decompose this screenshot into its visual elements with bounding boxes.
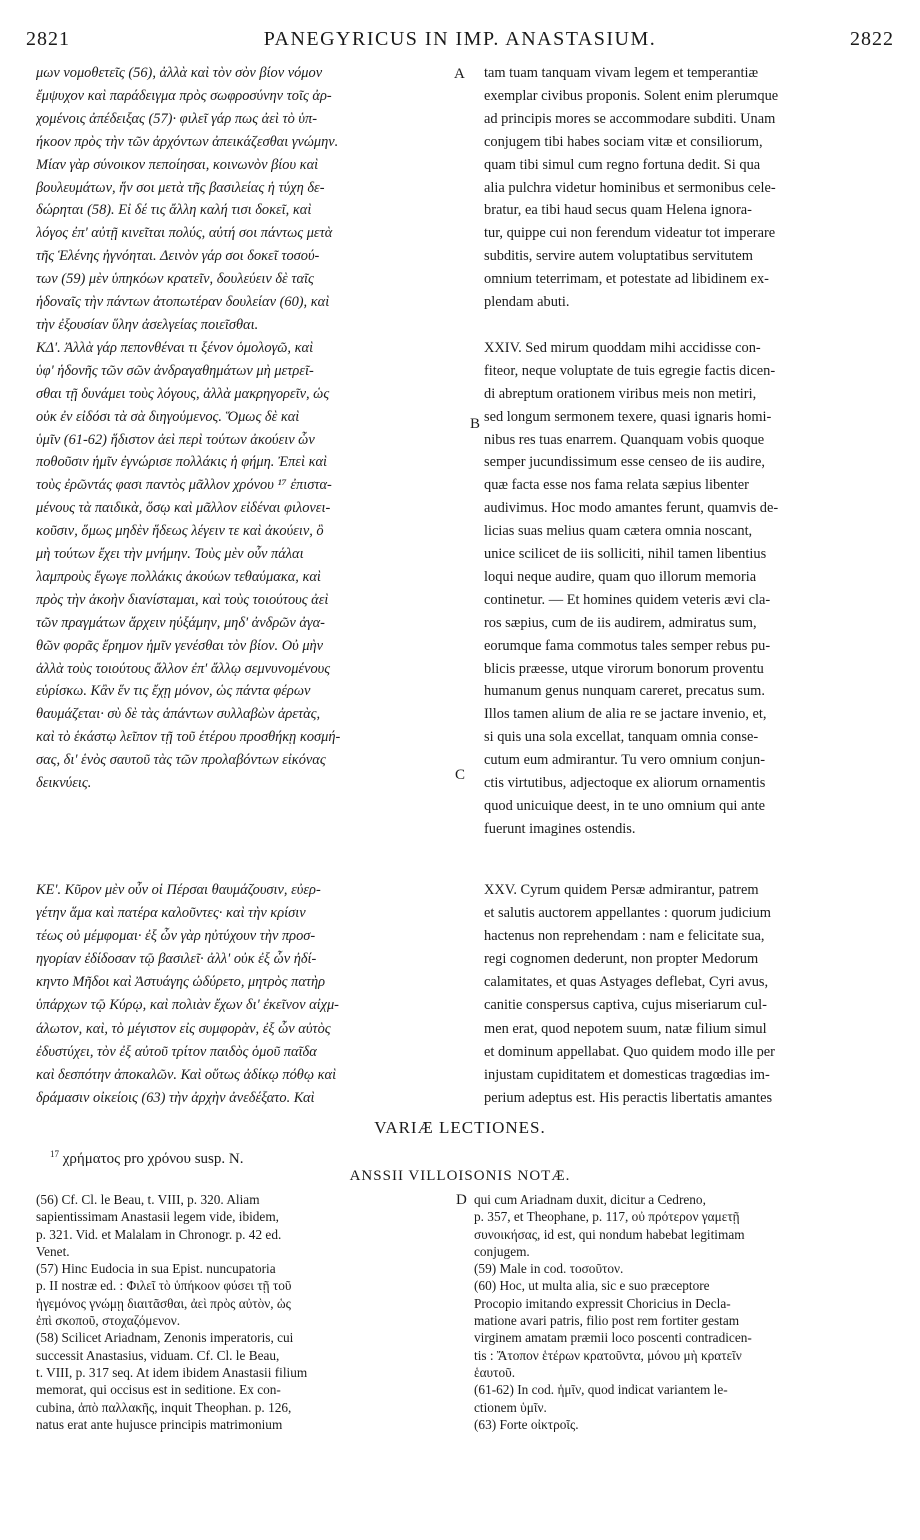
- greek-text-line: των (59) μὲν ὑπηκόων κρατεῖν, δουλεύειν δὲ ταῖς: [36, 271, 314, 288]
- greek-text-line: δώρηται (58). Εἰ δέ τις ἄλλη καλή τισι δοκεῖ, καὶ: [36, 202, 312, 219]
- latin-text-line: hactenus non reprehendam : nam e felicitate sua,: [484, 928, 765, 945]
- right-page-number: 2822: [850, 28, 894, 50]
- note-line: p. II nostræ ed. : Φιλεῖ τὸ ὑπήκοον φύσει τῇ τοῦ: [36, 1278, 292, 1294]
- greek-text-line: ποθοῦσιν ἡμῖν ἐγνώρισε πολλάκις ἡ φήμη. Ἐπεὶ καὶ: [36, 454, 328, 471]
- latin-column-bottom: [484, 879, 894, 1110]
- latin-text-line: Illos tamen alium de alia re se jactare invenio, et,: [484, 706, 767, 723]
- greek-text-line: τοὺς ἐρῶντάς φασι παντὸς μᾶλλον χρόνου ¹⁷ ἐπιστα-: [36, 477, 332, 494]
- greek-text-line: ὑφ' ἡδονῆς τῶν σῶν ἀνδραγαθημάτων μὴ μετρεῖ-: [36, 362, 314, 379]
- greek-text-line: ἐδυστύχει, τὸν ἐξ αὐτοῦ τρίτον παιδὸς ὁμοῦ παῖδα: [36, 1043, 317, 1060]
- note-line: (58) Scilicet Ariadnam, Zenonis imperatoris, cui: [36, 1330, 294, 1346]
- latin-text-line: audivimus. Hoc modo amantes ferunt, quamvis de-: [484, 500, 779, 517]
- latin-text-line: ros sæpius, cum de iis audirem, admiratus sum,: [484, 614, 757, 631]
- latin-text-line: men erat, quod nepotem suum, natæ filium simul: [484, 1020, 767, 1037]
- latin-text-line: canitie conspersus captiva, cujus miseriarum cul-: [484, 997, 767, 1014]
- greek-text-line: θαυμάζεται· σὺ δὲ τὰς ἁπάντων συλλαβὼν ἀρετὰς,: [36, 706, 321, 723]
- margin-letter-b: B: [470, 416, 481, 432]
- latin-text-line: semper jucundissimum esse censeo de iis audire,: [484, 454, 765, 471]
- greek-text-line: σθαι τῇ δυνάμει τοὺς λόγους, ἀλλὰ μακρηγορεῖν, ὡς: [36, 385, 330, 402]
- latin-text-line: [484, 314, 894, 337]
- greek-text-line: δεικνύεις.: [36, 775, 92, 792]
- latin-text-line: XXIV. Sed mirum quoddam mihi accidisse con-: [484, 339, 761, 356]
- latin-text-line: sed longum sermonem texere, quasi ignaris homi-: [484, 408, 772, 425]
- latin-text-line: calamitates, et quas Astyages deflebat, Cyri avus,: [484, 974, 769, 991]
- greek-text-line: κηντο Μῆδοι καὶ Ἀστυάγης ὠδύρετο, μητρὸς πατὴρ: [36, 974, 326, 991]
- greek-text-line: καὶ τὸ ἑκάστῳ λεῖπον τῇ τοῦ ἑτέρου προσθήκῃ κοσμή-: [36, 729, 341, 746]
- greek-text-line: άλωτον, καὶ, τὸ μέγιστον εἰς συμφορὰν, ἐξ ὧν αὐτὸς: [36, 1020, 331, 1037]
- greek-text-line: τὴν ἐξουσίαν ὕλην ἀσελγείας ποιεῖσθαι.: [36, 316, 259, 333]
- latin-text-line: et dominum appellabat. Quo quidem modo ille per: [484, 1043, 775, 1060]
- greek-text-line: ἀλλὰ τοὺς τοιούτους ἄλλον ἐπ' ἄλλῳ σεμνυνομένους: [36, 660, 331, 677]
- latin-text-line: tam tuam tanquam vivam legem et temperantiæ: [484, 65, 759, 81]
- latin-text-line: injustam cupiditatem et domesticas tragœdias im-: [484, 1066, 770, 1083]
- greek-text-line: λαμπροὺς ἔγωγε πολλάκις ἀκούων τεθαύμακα, καὶ: [36, 568, 321, 585]
- left-page-number: 2821: [26, 28, 70, 50]
- note-line: p. 357, et Theophane, p. 117, οὐ πρότερον γαμετῇ: [474, 1209, 740, 1225]
- latin-text-line: unice scilicet de iis solliciti, nihil tamen libentius: [484, 546, 767, 563]
- note-line: (56) Cf. Cl. le Beau, t. VIII, p. 320. Aliam: [36, 1192, 260, 1207]
- note-line: tis : Ἄτοπον ἑτέρων κρατοῦντα, μόνου μὴ κρατεῖν: [474, 1347, 742, 1363]
- greek-text-line: ἔμψυχον καὶ παράδειγμα πρὸς σωφροσύνην τοῖς ἀρ-: [36, 87, 332, 104]
- note-line: memorat, qui occisus est in seditione. Ex con-: [36, 1382, 281, 1398]
- latin-text-line: fiteor, neque voluptate de tuis egregie factis dicen-: [484, 362, 776, 379]
- notes-title: ANSSII VILLOISONIS NOTÆ.: [349, 1168, 571, 1184]
- latin-text-line: blicis præesse, utque virorum bonorum proventu: [484, 660, 764, 677]
- latin-text-line: continetur. — Et homines quidem veteris ævi cla-: [484, 591, 771, 608]
- note-line: Venet.: [36, 1243, 70, 1259]
- latin-text-line: bratur, ea tibi haud secus quam Helena ignora-: [484, 202, 752, 219]
- note-line: sapientissimam Anastasii legem vide, ibidem,: [36, 1209, 279, 1225]
- note-line: virginem amatam præmii loco poscenti contradicen-: [474, 1330, 752, 1346]
- notes-column-left: [36, 1191, 456, 1433]
- latin-text-line: exemplar civibus proponis. Solent enim plerumque: [484, 87, 779, 104]
- latin-text-line: ctis virtutibus, adjectoque ex aliorum ornamentis: [484, 775, 766, 792]
- greek-text-line: ΚΕʹ. Κῦρον μὲν οὖν οἱ Πέρσαι θαυμάζουσιν, εὐερ-: [36, 882, 321, 898]
- latin-text-line: plendam abuti.: [484, 294, 570, 311]
- latin-text-line: humanum genus nunquam careret, precatus sum.: [484, 683, 765, 700]
- greek-text-line: ΚΔʹ. Ἀλλὰ γάρ πεπονθέναι τι ξένον ὁμολογῶ, καὶ: [36, 339, 314, 356]
- greek-text-line: μένους τὰ παιδικὰ, ὅσῳ καὶ μᾶλλον εἰδέναι φιλονει-: [36, 500, 331, 517]
- margin-letter-c: C: [455, 767, 466, 783]
- note-line: Procopio imitando expressit Choricius in Decla-: [474, 1295, 731, 1311]
- varia-note-text: χρήματος pro χρόνου susp. N.: [59, 1151, 244, 1167]
- latin-text-line: perium adeptus est. His peractis libertatis amantes: [484, 1089, 773, 1106]
- greek-text-line: τῆς Ἑλένης ἠγνόηται. Δεινὸν γάρ σοι δοκεῖ τοσού-: [36, 248, 320, 265]
- latin-text-line: regi cognomen dederunt, non propter Medorum: [484, 951, 759, 968]
- greek-text-line: θῶν φορᾶς ἔρημον ἡμῖν γενέσθαι τὸν βίον. Οὐ μὴν: [36, 637, 324, 654]
- greek-text-line: δράμασιν οἰκείοις (63) τὴν ἀρχὴν ἀνεδέξατο. Καὶ: [36, 1089, 315, 1106]
- note-line: ctionem ὑμῖν.: [474, 1399, 547, 1415]
- margin-letter-d: D: [456, 1192, 467, 1208]
- greek-text-line: βουλευμάτων, ἥν σοι μετὰ τῆς βασιλείας ἡ τύχη δε-: [36, 179, 325, 196]
- greek-text-line: ήκοον πρὸς τὴν τῶν ἀρχόντων ἀπεικάζεσθαι γνώμην.: [36, 133, 339, 150]
- latin-column-top: [484, 62, 894, 841]
- latin-text-line: tur, quippe cui non ferendum videatur tot imperare: [484, 225, 776, 242]
- varia-note-number: 17: [50, 1149, 59, 1159]
- latin-text-line: loqui neque audire, quam quo illorum memoria: [484, 568, 757, 585]
- greek-text-line: τέως οὐ μέμφομαι· ἐξ ὧν γὰρ ηὐτύχουν τὴν προσ-: [36, 928, 316, 945]
- greek-text-line: σας, δι' ἑνὸς σαυτοῦ τὰς τῶν προλαβόντων εἰκόνας: [36, 752, 326, 769]
- latin-text-line: alia pulchra videtur hominibus et sermonibus cele-: [484, 179, 776, 196]
- note-line: cubina, ἀπὸ παλλακῆς, inquit Theophan. p. 126,: [36, 1399, 292, 1415]
- note-line: (57) Hinc Eudocia in sua Epist. nuncupatoria: [36, 1261, 276, 1277]
- latin-text-line: omnium teterrimam, et potestate ad libidinem ex-: [484, 271, 769, 288]
- greek-text-line: λόγος ἐπ' αὐτῇ κινεῖται πολύς, αὐτή σοι πάντως μετὰ: [36, 225, 333, 242]
- margin-letter-a: A: [454, 66, 465, 82]
- note-line: ἡγεμόνος γνώμῃ διαιτᾶσθαι, ἀεὶ πρὸς αὐτὸν, ὡς: [36, 1295, 291, 1311]
- latin-text-line: si quis una sola excellat, tanquam omnia conse-: [484, 729, 759, 746]
- latin-text-line: licias suas melius quam cætera omnia noscant,: [484, 523, 753, 540]
- latin-text-line: eorumque fama commotus tales semper rebus pu-: [484, 637, 771, 654]
- latin-text-line: subditis, servire autem voluptatibus servitutem: [484, 248, 753, 265]
- greek-text-line: ηγορίαν ἐδίδοσαν τῷ βασιλεῖ· ἀλλ' οὐκ ἐξ ὧν ἠδί-: [36, 951, 317, 968]
- note-line: conjugem.: [474, 1243, 530, 1259]
- latin-text-line: quod unicuique deest, in te uno omnium qui ante: [484, 798, 765, 814]
- note-line: qui cum Ariadnam duxit, dicitur a Cedreno,: [474, 1192, 706, 1207]
- varia-title: VARIÆ LECTIONES.: [374, 1118, 546, 1137]
- varia-note: [50, 1149, 243, 1168]
- greek-text-line: τῶν πραγμάτων ἄρχειν ηὐξάμην, μηδ' ἀνδρῶν ἀγα-: [36, 614, 325, 631]
- greek-text-line: ἡδοναῖς τὴν πάντων ἀτοπωτέραν δουλείαν (60), καὶ: [36, 294, 330, 311]
- running-header: [26, 28, 894, 56]
- latin-text-line: ad principis mores se accommodare subditi. Unam: [484, 110, 776, 127]
- latin-text-line: et salutis auctorem appellantes : quorum judicium: [484, 905, 771, 922]
- note-line: t. VIII, p. 317 seq. At idem ibidem Anastasii filium: [36, 1364, 308, 1380]
- note-line: (59) Male in cod. τοσοῦτον.: [474, 1261, 624, 1277]
- note-line: ἐπὶ σκοποῦ, στοχαζόμενον.: [36, 1313, 181, 1329]
- note-line: (60) Hoc, ut multa alia, sic e suo præceptore: [474, 1278, 710, 1294]
- greek-text-line: εὑρίσκω. Κἂν ἕν τις ἔχῃ μόνον, ὡς πάντα φέρων: [36, 683, 311, 700]
- note-line: (63) Forte οἰκτροῖς.: [474, 1416, 579, 1432]
- note-line: ἑαυτοῦ.: [474, 1364, 516, 1380]
- greek-text-line: κοῦσιν, ὅμως μηδὲν ἥδεως λέγειν τε καὶ ἀκούειν, ὃ: [36, 523, 324, 540]
- greek-text-line: πρὸς τὴν ἀκοὴν διανίσταμαι, καὶ τοὺς τοιούτους ἀεὶ: [36, 591, 329, 608]
- greek-text-line: καὶ δεσπότην ἀποκαλῶν. Καὶ οὕτως ἀδίκῳ πόθῳ καὶ: [36, 1066, 337, 1083]
- greek-text-line: μων νομοθετεῖς (56), ἀλλὰ καὶ τὸν σὸν βίον νόμον: [36, 65, 323, 81]
- latin-text-line: cutum eum admirantur. Tu vero omnium conjun-: [484, 752, 765, 769]
- latin-text-line: quæ facta esse nos fama relata sæpius libenter: [484, 477, 749, 494]
- latin-text-line: conjugem tibi habes sociam vitæ et consiliorum,: [484, 133, 763, 150]
- latin-text-line: quam tibi simul cum regno fortuna dedit. Si qua: [484, 156, 761, 173]
- greek-text-line: Μίαν γὰρ σύνοικον πεποίησαι, κοινωνὸν βίου καὶ: [36, 156, 319, 173]
- note-line: successit Anastasius, viduam. Cf. Cl. le Beau,: [36, 1347, 280, 1363]
- latin-text-line: nibus res tuas enarrem. Quanquam vobis quoque: [484, 431, 765, 448]
- note-line: συνοικήσας, id est, qui nondum habebat legitimam: [474, 1226, 745, 1242]
- latin-text-line: di abreptum orationem viribus meis non metiri,: [484, 385, 757, 402]
- greek-column-top: [36, 62, 462, 795]
- latin-text-line: XXV. Cyrum quidem Persæ admirantur, patrem: [484, 882, 759, 898]
- greek-text-line: ὑμῖν (61-62) ἥδιστον ἀεὶ περὶ τούτων ἀκούειν ὧν: [36, 431, 315, 448]
- note-line: matione avari patris, filio post rem fortiter gestam: [474, 1313, 740, 1329]
- greek-text-line: οὐκ ἐν εἰδόσι τὰ σὰ διηγούμενος. Ὅμως δὲ καὶ: [36, 408, 300, 425]
- greek-column-bottom: [36, 879, 462, 1110]
- greek-text-line: ὑπάρχων τῷ Κύρῳ, καὶ πολιὰν ἔχων δι' ἐκεῖνον αἰχμ-: [36, 997, 339, 1014]
- latin-text-line: fuerunt imagines ostendis.: [484, 820, 636, 837]
- note-line: (61-62) In cod. ἡμῖν, quod indicat variantem le-: [474, 1382, 728, 1398]
- note-line: p. 321. Vid. et Malalam in Chronogr. p. 42 ed.: [36, 1226, 282, 1242]
- note-line: natus erat ante hujusce principis matrimonium: [36, 1416, 283, 1432]
- greek-text-line: χομένοις ἀπέδειξας (57)· φιλεῖ γάρ πως ἀεὶ τὸ ὑπ-: [36, 110, 318, 127]
- greek-text-line: γέτην ἅμα καὶ πατέρα καλοῦντες· καὶ τὴν κρίσιν: [36, 905, 306, 922]
- notes-column-right: [474, 1191, 904, 1433]
- running-title: PANEGYRICUS IN IMP. ANASTASIUM.: [263, 28, 657, 50]
- greek-text-line: μὴ τούτων ἔχει τὴν μνήμην. Τοὺς μὲν οὖν πάλαι: [36, 546, 304, 563]
